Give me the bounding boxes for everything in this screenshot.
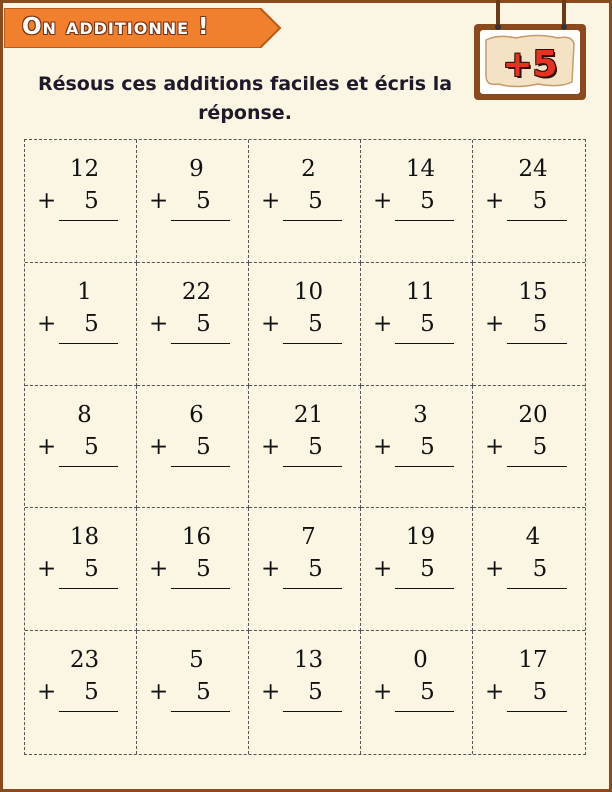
top-number: 7 <box>301 524 316 551</box>
plus-sign: + <box>149 556 169 583</box>
addition-problem <box>25 263 137 386</box>
plus-sign: + <box>37 188 57 214</box>
addition-problem <box>249 386 361 509</box>
plus-sign: + <box>149 188 169 214</box>
addition-problem <box>361 263 473 386</box>
bottom-number: 5 <box>84 433 99 460</box>
plus-sign: + <box>373 679 393 706</box>
addition-problem <box>361 508 473 631</box>
bottom-number: 5 <box>308 556 323 583</box>
addition-problem <box>137 508 249 631</box>
addition-problem <box>361 631 473 754</box>
page-title: On additionne ! <box>22 14 210 40</box>
answer-line[interactable] <box>171 711 230 712</box>
answer-line[interactable] <box>395 343 454 344</box>
plus-sign: + <box>261 310 281 337</box>
plus-sign: + <box>373 556 393 583</box>
answer-line[interactable] <box>507 588 567 589</box>
plus-sign: + <box>485 188 505 214</box>
plus-sign: + <box>261 679 281 706</box>
addition-problem <box>473 263 585 386</box>
addition-problem <box>25 508 137 631</box>
plus-sign: + <box>485 679 505 706</box>
bottom-number: 5 <box>532 310 548 337</box>
addition-problem <box>25 386 137 509</box>
bottom-number: 5 <box>308 188 323 214</box>
answer-line[interactable] <box>59 711 118 712</box>
answer-line[interactable] <box>59 588 118 589</box>
addition-problem <box>249 140 361 263</box>
plus-sign: + <box>37 556 57 583</box>
plus-sign: + <box>485 556 505 583</box>
plus-sign: + <box>149 310 169 337</box>
answer-line[interactable] <box>507 466 567 467</box>
problem-grid <box>24 139 586 755</box>
top-number: 23 <box>69 647 100 674</box>
answer-line[interactable] <box>59 220 118 221</box>
bottom-number: 5 <box>84 310 99 337</box>
top-number: 1 <box>77 278 92 305</box>
addition-problem <box>25 631 137 754</box>
addition-problem <box>137 263 249 386</box>
top-number: 24 <box>518 156 548 182</box>
addition-problem <box>473 386 585 509</box>
top-number: 8 <box>77 401 92 428</box>
top-number: 11 <box>405 278 436 305</box>
answer-line[interactable] <box>171 466 230 467</box>
top-number: 9 <box>189 156 204 182</box>
bottom-number: 5 <box>196 433 211 460</box>
bottom-number: 5 <box>196 679 211 706</box>
top-number: 20 <box>518 401 548 428</box>
addition-problem <box>249 631 361 754</box>
addition-problem <box>249 263 361 386</box>
bottom-number: 5 <box>420 433 435 460</box>
bottom-number: 5 <box>420 188 435 214</box>
top-number: 13 <box>293 647 324 674</box>
answer-line[interactable] <box>507 220 567 221</box>
top-number: 3 <box>413 401 428 428</box>
bottom-number: 5 <box>84 679 99 706</box>
addition-problem <box>25 140 137 263</box>
top-number: 15 <box>518 278 548 305</box>
top-number: 21 <box>293 401 324 428</box>
answer-line[interactable] <box>507 343 567 344</box>
top-number: 10 <box>293 278 324 305</box>
addition-problem <box>137 140 249 263</box>
answer-line[interactable] <box>171 588 230 589</box>
bottom-number: 5 <box>308 433 323 460</box>
top-number: 0 <box>413 647 428 674</box>
addition-problem <box>361 386 473 509</box>
addition-problem <box>473 631 585 754</box>
answer-line[interactable] <box>59 343 118 344</box>
bottom-number: 5 <box>84 188 99 214</box>
addition-problem <box>473 508 585 631</box>
plus-sign: + <box>485 433 505 460</box>
title-banner <box>4 8 282 48</box>
plus-sign: + <box>37 310 57 337</box>
bottom-number: 5 <box>420 310 435 337</box>
addition-problem <box>473 140 585 263</box>
addition-problem <box>361 140 473 263</box>
plus-sign: + <box>149 679 169 706</box>
top-number: 19 <box>405 524 436 551</box>
bottom-number: 5 <box>532 188 548 214</box>
plus-sign: + <box>373 188 393 214</box>
bottom-number: 5 <box>308 679 323 706</box>
plus-sign: + <box>261 433 281 460</box>
top-number: 2 <box>301 156 316 182</box>
answer-line[interactable] <box>283 588 342 589</box>
plus-sign: + <box>37 679 57 706</box>
addition-problem <box>137 386 249 509</box>
plus-sign: + <box>373 433 393 460</box>
top-number: 17 <box>518 647 548 674</box>
bottom-number: 5 <box>420 556 435 583</box>
answer-line[interactable] <box>395 220 454 221</box>
bottom-number: 5 <box>308 310 323 337</box>
plus-sign: + <box>149 433 169 460</box>
answer-line[interactable] <box>283 220 342 221</box>
plus-sign: + <box>373 310 393 337</box>
answer-line[interactable] <box>283 466 342 467</box>
answer-line[interactable] <box>395 588 454 589</box>
answer-line[interactable] <box>395 711 454 712</box>
sign-label: +5 <box>502 44 558 85</box>
answer-line[interactable] <box>171 343 230 344</box>
top-number: 14 <box>405 156 436 182</box>
top-number: 16 <box>181 524 212 551</box>
plus-sign: + <box>261 556 281 583</box>
top-number: 4 <box>525 524 541 551</box>
top-number: 18 <box>69 524 100 551</box>
bottom-number: 5 <box>84 556 99 583</box>
bottom-number: 5 <box>420 679 435 706</box>
answer-line[interactable] <box>283 711 342 712</box>
top-number: 22 <box>181 278 212 305</box>
answer-line[interactable] <box>171 220 230 221</box>
answer-line[interactable] <box>395 466 454 467</box>
top-number: 5 <box>189 647 204 674</box>
top-number: 6 <box>189 401 204 428</box>
addition-problem <box>249 508 361 631</box>
plus-sign: + <box>37 433 57 460</box>
bottom-number: 5 <box>196 188 211 214</box>
bottom-number: 5 <box>532 679 548 706</box>
bottom-number: 5 <box>532 433 548 460</box>
bottom-number: 5 <box>196 310 211 337</box>
instructions: Résous ces additions faciles et écris la réponse. <box>37 73 453 124</box>
bottom-number: 5 <box>532 556 548 583</box>
answer-line[interactable] <box>507 711 567 712</box>
plus-sign: + <box>261 188 281 214</box>
answer-line[interactable] <box>59 466 118 467</box>
answer-line[interactable] <box>283 343 342 344</box>
top-number: 12 <box>69 156 100 182</box>
addition-problem <box>137 631 249 754</box>
plus-sign: + <box>485 310 505 337</box>
plus-five-sign <box>468 0 592 105</box>
bottom-number: 5 <box>196 556 211 583</box>
